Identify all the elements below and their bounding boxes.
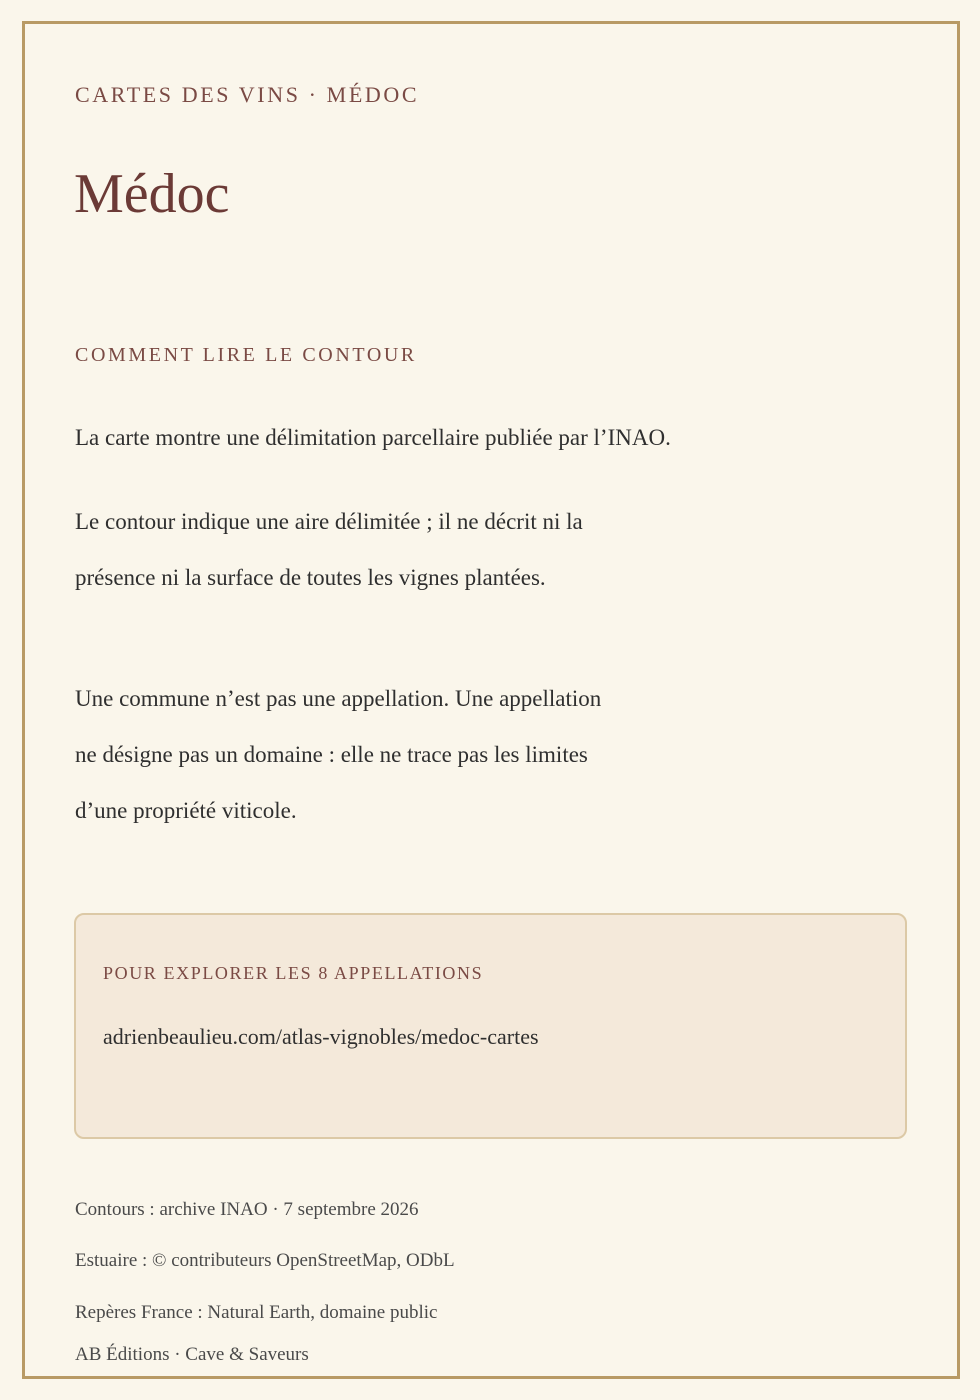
publisher-line: AB Éditions · Cave & Saveurs bbox=[75, 1344, 309, 1365]
explore-heading: POUR EXPLORER LES 8 APPELLATIONS bbox=[103, 963, 484, 983]
paragraph-line: Le contour indique une aire délimitée ; il ne décrit ni la bbox=[75, 509, 583, 534]
paragraph-line: Une commune n’est pas une appellation. Une appellation bbox=[75, 686, 602, 711]
paragraph-line: ne désigne pas un domaine : elle ne trace pas les limites bbox=[75, 742, 588, 767]
explore-link[interactable]: adrienbeaulieu.com/atlas-vignobles/medoc-cartes bbox=[103, 1024, 539, 1049]
credit-line: Contours : archive INAO · 7 septembre 2026 bbox=[75, 1199, 419, 1220]
credit-line: Estuaire : © contributeurs OpenStreetMap, ODbL bbox=[75, 1250, 455, 1271]
section-heading: COMMENT LIRE LE CONTOUR bbox=[75, 344, 417, 366]
explore-box bbox=[74, 913, 907, 1139]
kicker-label: CARTES DES VINS · MÉDOC bbox=[75, 82, 420, 107]
paragraph-line: d’une propriété viticole. bbox=[75, 798, 297, 823]
paragraph-line: La carte montre une délimitation parcellaire publiée par l’INAO. bbox=[75, 425, 671, 450]
paragraph-line: présence ni la surface de toutes les vignes plantées. bbox=[75, 565, 546, 590]
page-title: Médoc bbox=[74, 163, 230, 225]
credit-line: Repères France : Natural Earth, domaine public bbox=[75, 1302, 438, 1323]
